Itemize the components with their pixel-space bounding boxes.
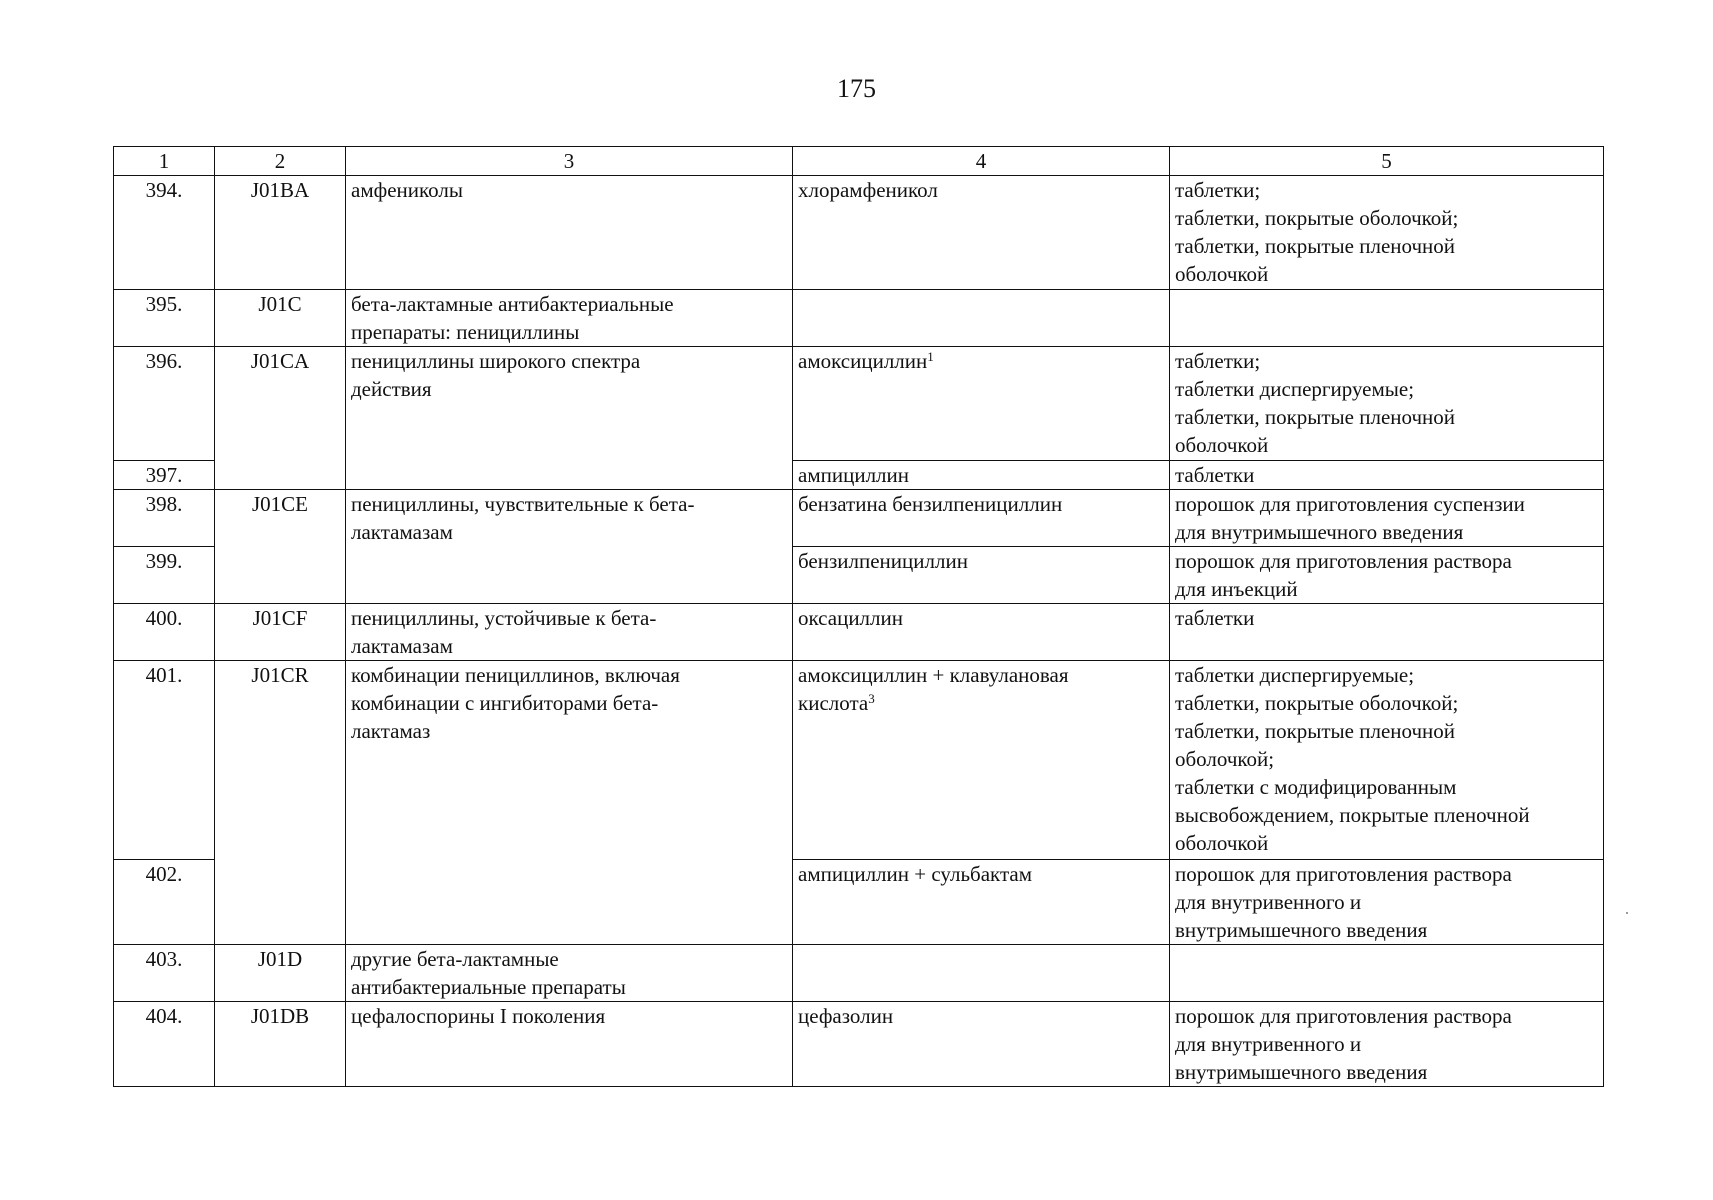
pharmacological-group [346, 347, 793, 490]
pharmacological-group [346, 661, 793, 945]
dosage-form-line: таблетки; [1175, 349, 1261, 373]
dosage-form-line: таблетки; [1175, 178, 1261, 202]
atc-code: J01BA [215, 176, 346, 290]
group-line: лактамазам [351, 634, 453, 658]
dosage-form-line: для внутривенного и [1175, 1032, 1362, 1056]
group-line: действия [351, 377, 432, 401]
dosage-forms [1170, 290, 1604, 347]
drug-name: цефазолин [793, 1002, 1170, 1087]
dosage-form-line: для инъекций [1175, 577, 1298, 601]
dosage-form-line: таблетки, покрытые оболочкой; [1175, 206, 1459, 230]
dosage-form-line: таблетки, покрытые пленочной [1175, 234, 1456, 258]
group-line: другие бета-лактамные [351, 947, 559, 971]
drug-name: бензилпенициллин [793, 547, 1170, 604]
drug-name: ампициллин + сульбактам [793, 860, 1170, 945]
atc-code: J01CR [215, 661, 346, 945]
drug-name: оксациллин [793, 604, 1170, 661]
scan-speck [1626, 912, 1628, 914]
row-number: 402. [114, 860, 215, 945]
row-number: 404. [114, 1002, 215, 1087]
dosage-form-line: оболочкой [1175, 831, 1269, 855]
table-row [114, 661, 1604, 860]
dosage-forms [1170, 860, 1604, 945]
medication-table [113, 146, 1604, 1087]
table-row [114, 490, 1604, 547]
drug-name: бензатина бензилпенициллин [793, 490, 1170, 547]
dosage-form-line: внутримышечного введения [1175, 1060, 1428, 1084]
pharmacological-group [346, 945, 793, 1002]
group-line: лактамаз [351, 719, 431, 743]
row-number: 394. [114, 176, 215, 290]
group-line: лактамазам [351, 520, 453, 544]
dosage-form-line: внутримышечного введения [1175, 918, 1428, 942]
row-number: 395. [114, 290, 215, 347]
drug-name-line: амоксициллин + клавулановая [798, 663, 1069, 687]
dosage-forms [1170, 176, 1604, 290]
dosage-form-line: таблетки диспергируемые; [1175, 663, 1415, 687]
row-number: 397. [114, 461, 215, 490]
drug-name [793, 945, 1170, 1002]
drug-name: хлорамфеникол [793, 176, 1170, 290]
footnote-marker: 3 [868, 691, 875, 706]
row-number: 400. [114, 604, 215, 661]
dosage-forms [1170, 945, 1604, 1002]
pharmacological-group [346, 604, 793, 661]
pharmacological-group [346, 290, 793, 347]
group-line: комбинации пенициллинов, включая [351, 663, 680, 687]
dosage-forms [1170, 347, 1604, 461]
drug-name [793, 290, 1170, 347]
table-row [114, 604, 1604, 661]
drug-name: ампициллин [793, 461, 1170, 490]
table-row [114, 176, 1604, 290]
row-number: 399. [114, 547, 215, 604]
dosage-form-line: оболочкой [1175, 262, 1269, 286]
group-line: препараты: пенициллины [351, 320, 580, 344]
row-number: 396. [114, 347, 215, 461]
row-number: 398. [114, 490, 215, 547]
dosage-form-line: порошок для приготовления суспензии [1175, 492, 1525, 516]
column-header: 3 [346, 147, 793, 176]
pharmacological-group: цефалоспорины I поколения [346, 1002, 793, 1087]
dosage-forms [1170, 661, 1604, 860]
atc-code: J01D [215, 945, 346, 1002]
pharmacological-group [346, 490, 793, 604]
dosage-form-line: оболочкой [1175, 433, 1269, 457]
table-row [114, 347, 1604, 461]
drug-name [793, 347, 1170, 461]
dosage-form-line: таблетки, покрытые пленочной [1175, 719, 1456, 743]
group-line: бета-лактамные антибактериальные [351, 292, 674, 316]
dosage-forms [1170, 490, 1604, 547]
group-line: пенициллины широкого спектра [351, 349, 641, 373]
column-header: 2 [215, 147, 346, 176]
row-number: 403. [114, 945, 215, 1002]
drug-name [793, 661, 1170, 860]
dosage-forms: таблетки [1170, 461, 1604, 490]
dosage-form-line: таблетки с модифицированным [1175, 775, 1457, 799]
atc-code: J01CF [215, 604, 346, 661]
dosage-form-line: порошок для приготовления раствора [1175, 1004, 1512, 1028]
table-row [114, 945, 1604, 1002]
footnote-marker: 1 [927, 349, 934, 364]
atc-code: J01CE [215, 490, 346, 604]
page-number: 175 [837, 74, 876, 103]
row-number: 401. [114, 661, 215, 860]
column-header: 5 [1170, 147, 1604, 176]
atc-code: J01CA [215, 347, 346, 490]
dosage-forms: таблетки [1170, 604, 1604, 661]
dosage-form-line: таблетки, покрытые оболочкой; [1175, 691, 1459, 715]
group-line: антибактериальные препараты [351, 975, 626, 999]
group-line: пенициллины, устойчивые к бета- [351, 606, 657, 630]
drug-name-line [798, 689, 1164, 717]
column-header: 4 [793, 147, 1170, 176]
dosage-form-line: порошок для приготовления раствора [1175, 862, 1512, 886]
dosage-forms [1170, 547, 1604, 604]
pharmacological-group: амфениколы [346, 176, 793, 290]
dosage-forms [1170, 1002, 1604, 1087]
group-line: комбинации с ингибиторами бета- [351, 691, 659, 715]
dosage-form-line: порошок для приготовления раствора [1175, 549, 1512, 573]
atc-code: J01DB [215, 1002, 346, 1087]
table-row [114, 290, 1604, 347]
dosage-form-line: для внутримышечного введения [1175, 520, 1464, 544]
table-row [114, 1002, 1604, 1087]
dosage-form-line: таблетки, покрытые пленочной [1175, 405, 1456, 429]
dosage-form-line: таблетки диспергируемые; [1175, 377, 1415, 401]
table-header-row [114, 147, 1604, 176]
group-line: пенициллины, чувствительные к бета- [351, 492, 695, 516]
dosage-form-line: оболочкой; [1175, 747, 1275, 771]
atc-code: J01C [215, 290, 346, 347]
dosage-form-line: высвобождением, покрытые пленочной [1175, 803, 1530, 827]
drug-name-text: кислота [798, 691, 869, 715]
column-header: 1 [114, 147, 215, 176]
drug-name-text: амоксициллин [798, 349, 928, 373]
dosage-form-line: для внутривенного и [1175, 890, 1362, 914]
